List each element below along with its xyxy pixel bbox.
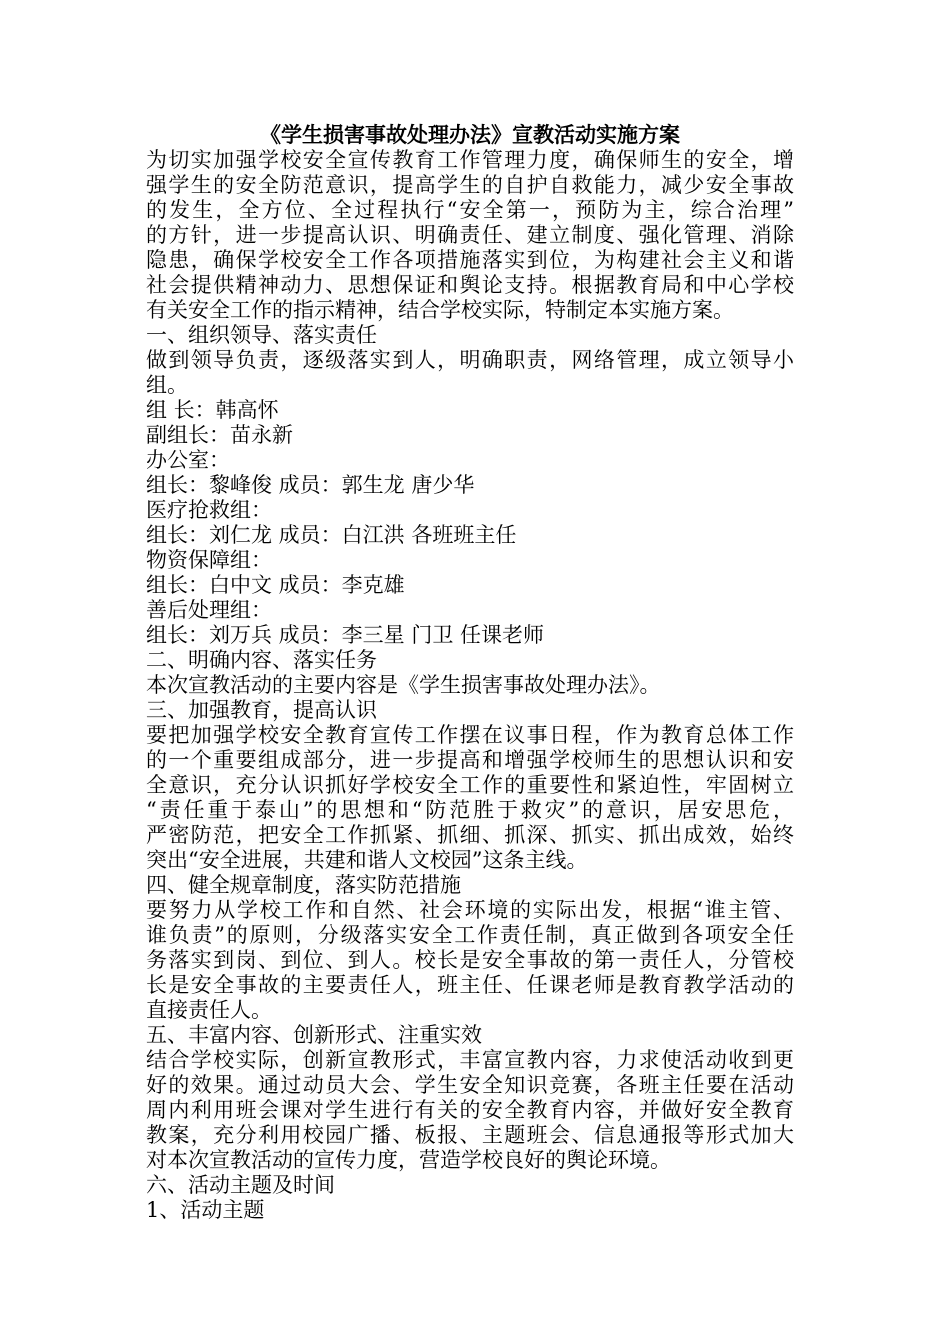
document-page: [146, 122, 794, 1223]
document-line: 的发生，全方位、全过程执行“安全第一，预防为主，综合治理”: [146, 198, 794, 222]
document-line: 谁负责”的原则，分级落实安全工作责任制，真正做到各项安全任: [146, 923, 794, 947]
document-line: 有关安全工作的指示精神，结合学校实际，特制定本实施方案。: [146, 298, 734, 322]
document-line: 为切实加强学校安全宣传教育工作管理力度，确保师生的安全，增: [146, 148, 794, 172]
document-line: 的方针，进一步提高认识、明确责任、建立制度、强化管理、消除: [146, 223, 794, 247]
document-line: 医疗抢救组：: [146, 498, 272, 522]
document-line: 隐患，确保学校安全工作各项措施落实到位，为构建社会主义和谐: [146, 248, 794, 272]
document-line: 组长：刘万兵 成员：李三星 门卫 任课老师: [146, 623, 545, 647]
document-line: 副组长：苗永新: [146, 423, 293, 447]
document-line: 五、丰富内容、创新形式、注重实效: [146, 1023, 482, 1047]
document-line: 直接责任人。: [146, 998, 272, 1022]
document-line: 强学生的安全防范意识，提高学生的自护自救能力，减少安全事故: [146, 173, 794, 197]
document-line: 善后处理组：: [146, 598, 272, 622]
document-line: 二、明确内容、落实任务: [146, 648, 377, 672]
document-line: 组 长：韩高怀: [146, 398, 279, 422]
document-line: 组长：白中文 成员：李克雄: [146, 573, 405, 597]
document-line: 务落实到岗、到位、到人。校长是安全事故的第一责任人，分管校: [146, 948, 794, 972]
document-line: 要把加强学校安全教育宣传工作摆在议事日程，作为教育总体工作: [146, 723, 794, 747]
document-line: 组长：刘仁龙 成员：白江洪 各班班主任: [146, 523, 517, 547]
document-line: 物资保障组：: [146, 548, 272, 572]
document-line: 六、活动主题及时间: [146, 1173, 335, 1197]
document-line: 好的效果。通过动员大会、学生安全知识竞赛，各班主任要在活动: [146, 1073, 794, 1097]
document-line: 1、活动主题: [146, 1198, 265, 1222]
document-line: 结合学校实际，创新宣教形式，丰富宣教内容，力求使活动收到更: [146, 1048, 794, 1072]
document-line: 教案，充分利用校园广播、板报、主题班会、信息通报等形式加大: [146, 1123, 794, 1147]
document-line: 一、组织领导、落实责任: [146, 323, 377, 347]
document-body: [146, 148, 794, 1223]
document-line: 严密防范，把安全工作抓紧、抓细、抓深、抓实、抓出成效，始终: [146, 823, 794, 847]
document-line: 长是安全事故的主要责任人，班主任、任课老师是教育教学活动的: [146, 973, 794, 997]
document-line: 对本次宣教活动的宣传力度，营造学校良好的舆论环境。: [146, 1148, 671, 1172]
document-line: 四、健全规章制度，落实防范措施: [146, 873, 461, 897]
document-line: 本次宣教活动的主要内容是《学生损害事故处理办法》。: [146, 673, 661, 697]
document-line: 组。: [146, 373, 188, 397]
document-line: 组长：黎峰俊 成员：郭生龙 唐少华: [146, 473, 475, 497]
document-line: 的一个重要组成部分，进一步提高和增强学校师生的思想认识和安: [146, 748, 794, 772]
document-line: 三、加强教育，提高认识: [146, 698, 377, 722]
document-line: “责任重于泰山”的思想和“防范胜于救灾”的意识，居安思危，: [146, 798, 794, 822]
document-line: 办公室：: [146, 448, 230, 472]
document-line: 要努力从学校工作和自然、社会环境的实际出发，根据“谁主管、: [146, 898, 794, 922]
document-line: 全意识，充分认识抓好学校安全工作的重要性和紧迫性，牢固树立: [146, 773, 794, 797]
document-line: 突出“安全进展，共建和谐人文校园”这条主线。: [146, 848, 588, 872]
document-line: 社会提供精神动力、思想保证和舆论支持。根据教育局和中心学校: [146, 273, 794, 297]
document-title: 《学生损害事故处理办法》宣教活动实施方案: [260, 122, 680, 147]
document-line: 周内利用班会课对学生进行有关的安全教育内容，并做好安全教育: [146, 1098, 794, 1122]
document-line: 做到领导负责，逐级落实到人，明确职责，网络管理，成立领导小: [146, 348, 794, 372]
